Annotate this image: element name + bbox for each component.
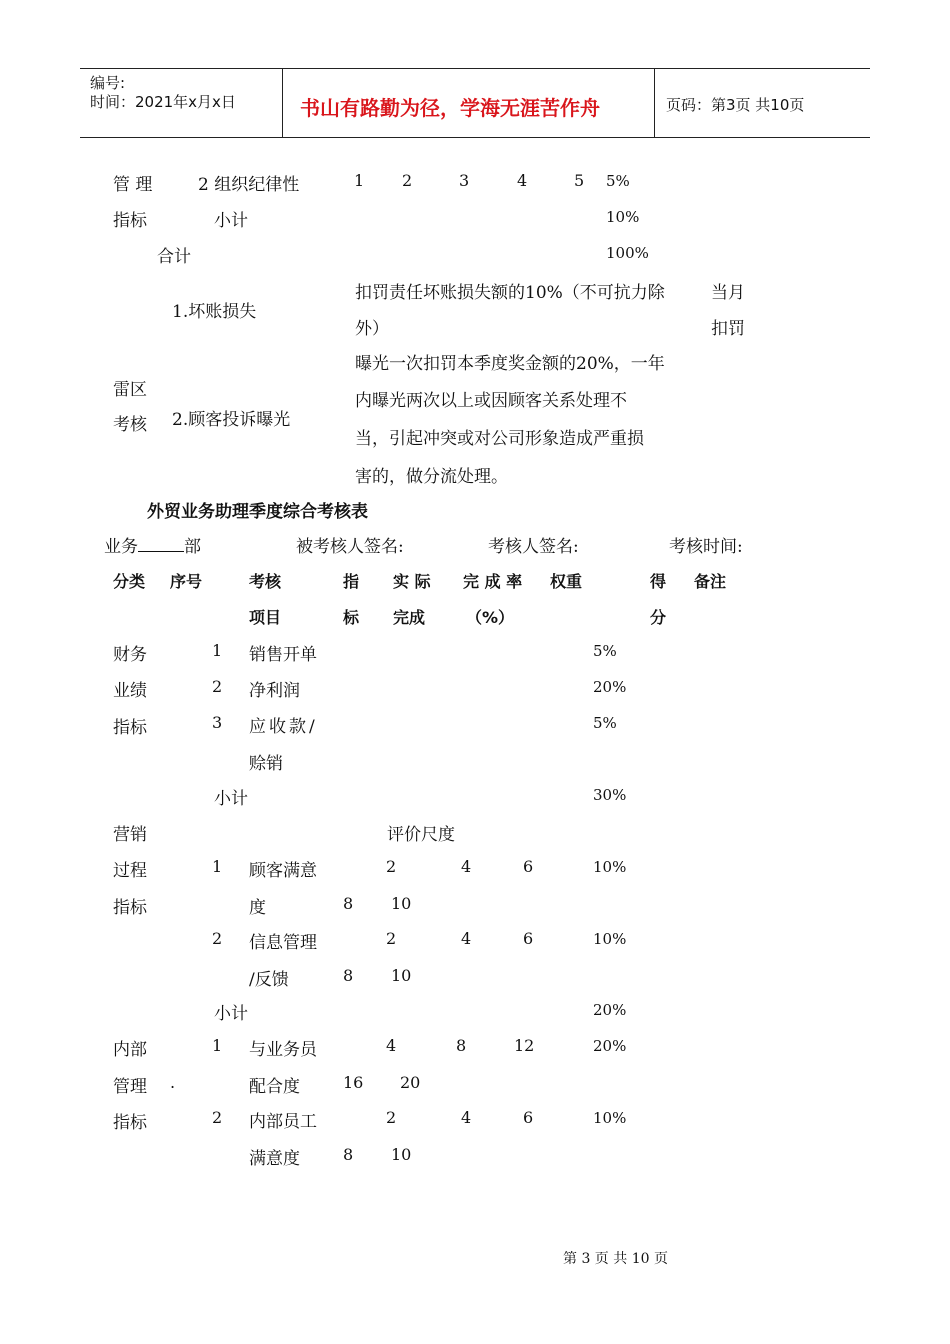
finance-category: 财务 (113, 645, 147, 665)
internal-category: 内部 (113, 1040, 147, 1060)
cell-scale: 4 (517, 171, 528, 190)
row-weight: 10% (593, 1109, 627, 1127)
page-footer: 第 3 页 共 10 页 (563, 1251, 668, 1267)
sign-assessor: 考核人签名: (488, 537, 579, 557)
scale-value: 12 (514, 1036, 535, 1055)
marketing-category: 营销 (113, 825, 147, 845)
row-weight: 20% (593, 678, 627, 696)
stray-dot: . (170, 1073, 176, 1092)
scale-value: 20 (400, 1073, 421, 1092)
thunder-category: 雷区 (113, 380, 147, 400)
finance-subtotal-weight: 30% (593, 786, 627, 804)
col-header-item: 考核 (249, 572, 282, 591)
row-weight: 5% (593, 714, 617, 732)
finance-subtotal: 小计 (214, 789, 248, 809)
row-item: 配合度 (249, 1077, 300, 1097)
scale-value: 10 (391, 966, 412, 985)
table-title: 外贸业务助理季度综合考核表 (147, 502, 368, 522)
cell-scale: 2 (402, 171, 413, 190)
row-item: 度 (249, 898, 266, 918)
finance-category: 业绩 (113, 681, 147, 701)
cell-scale: 1 (354, 171, 365, 190)
thunder-desc-2: 内曝光两次以上或因顾客关系处理不 (355, 391, 627, 411)
cell-weight: 10% (606, 208, 640, 226)
cell-subtotal: 小计 (214, 211, 248, 231)
col-header-seq: 序号 (170, 572, 203, 591)
dept-blank (138, 537, 184, 552)
col-header-rate: 完 成 率 (463, 572, 523, 591)
row-item: 销售开单 (249, 645, 317, 665)
row-seq: 1 (212, 641, 223, 660)
internal-category: 管理 (113, 1077, 147, 1097)
scale-value: 2 (386, 1108, 397, 1127)
header-divider (282, 69, 283, 137)
sign-dept-suffix: 部 (184, 537, 201, 557)
col-header-weight: 权重 (550, 572, 583, 591)
scale-value: 16 (343, 1073, 364, 1092)
finance-category: 指标 (113, 718, 147, 738)
row-item: /反馈 (249, 970, 289, 990)
row-item: 顾客满意 (249, 861, 317, 881)
scale-value: 2 (386, 857, 397, 876)
cell-category: 管 理 (113, 175, 153, 195)
col-header-remark: 备注 (694, 572, 727, 591)
scale-value: 10 (391, 894, 412, 913)
sign-dept (104, 532, 201, 557)
header-time: 时间：2021年x月x日 (90, 93, 236, 111)
row-item: 内部员工 (249, 1112, 317, 1132)
col-header-index: 标 (343, 608, 360, 627)
scale-value: 6 (523, 1108, 534, 1127)
marketing-subtotal: 小计 (214, 1004, 248, 1024)
internal-category: 指标 (113, 1113, 147, 1133)
thunder-desc-2: 曝光一次扣罚本季度奖金额的20%，一年 (355, 354, 665, 374)
scale-label: 评价尺度 (387, 825, 455, 845)
row-item: 净利润 (249, 681, 300, 701)
thunder-note: 当月 (711, 283, 745, 303)
col-header-actual: 完成 (393, 608, 426, 627)
row-item: 赊销 (249, 754, 283, 774)
scale-value: 4 (386, 1036, 397, 1055)
row-seq: 1 (212, 1036, 223, 1055)
header-motto: 书山有路勤为径，学海无涯苦作舟 (300, 96, 600, 120)
row-seq: 2 (212, 1108, 223, 1127)
row-weight: 10% (593, 858, 627, 876)
thunder-note: 扣罚 (711, 319, 745, 339)
sign-assessee: 被考核人签名: (296, 537, 404, 557)
scale-value: 6 (523, 857, 534, 876)
row-weight: 10% (593, 930, 627, 948)
header-number: 编号: (90, 74, 126, 92)
page-header (80, 68, 870, 138)
col-header-item: 项目 (249, 608, 282, 627)
row-weight: 5% (593, 642, 617, 660)
scale-value: 2 (386, 929, 397, 948)
scale-value: 8 (456, 1036, 467, 1055)
thunder-item-1: 1.坏账损失 (172, 302, 257, 322)
row-item: 应收款/ (249, 717, 318, 737)
cell-category: 指标 (113, 211, 147, 231)
scale-value: 10 (391, 1145, 412, 1164)
thunder-desc-2: 害的，做分流处理。 (355, 467, 508, 487)
marketing-category: 指标 (113, 898, 147, 918)
scale-value: 8 (343, 1145, 354, 1164)
header-page-info: 页码：第3页 共10页 (666, 96, 805, 114)
cell-scale: 3 (459, 171, 470, 190)
col-header-score: 得 (650, 572, 667, 591)
thunder-item-2: 2.顾客投诉曝光 (172, 410, 291, 430)
row-item: 满意度 (249, 1149, 300, 1169)
scale-value: 6 (523, 929, 534, 948)
scale-value: 8 (343, 966, 354, 985)
scale-value: 8 (343, 894, 354, 913)
row-item: 与业务员 (249, 1040, 317, 1060)
thunder-desc-1: 外） (355, 319, 389, 339)
row-weight: 20% (593, 1037, 627, 1055)
col-header-actual: 实 际 (393, 572, 431, 591)
col-header-rate: （%） (466, 608, 515, 627)
marketing-category: 过程 (113, 861, 147, 881)
row-seq: 1 (212, 857, 223, 876)
col-header-index: 指 (343, 572, 360, 591)
cell-item: 2 组织纪律性 (198, 175, 300, 195)
row-item: 信息管理 (249, 933, 317, 953)
sign-dept-prefix: 业务 (104, 537, 138, 557)
scale-value: 4 (461, 1108, 472, 1127)
col-header-category: 分类 (113, 572, 146, 591)
cell-weight: 100% (606, 244, 649, 262)
cell-total: 合计 (157, 247, 191, 267)
cell-scale: 5 (574, 171, 585, 190)
scale-value: 4 (461, 857, 472, 876)
row-seq: 3 (212, 713, 223, 732)
marketing-subtotal-weight: 20% (593, 1001, 627, 1019)
thunder-desc-1: 扣罚责任坏账损失额的10%（不可抗力除 (355, 283, 665, 303)
row-seq: 2 (212, 929, 223, 948)
thunder-desc-2: 当，引起冲突或对公司形象造成严重损 (355, 429, 644, 449)
row-seq: 2 (212, 677, 223, 696)
sign-time: 考核时间: (669, 537, 743, 557)
thunder-category: 考核 (113, 415, 147, 435)
col-header-score: 分 (650, 608, 667, 627)
header-divider (654, 69, 655, 137)
cell-weight: 5% (606, 172, 630, 190)
scale-value: 4 (461, 929, 472, 948)
